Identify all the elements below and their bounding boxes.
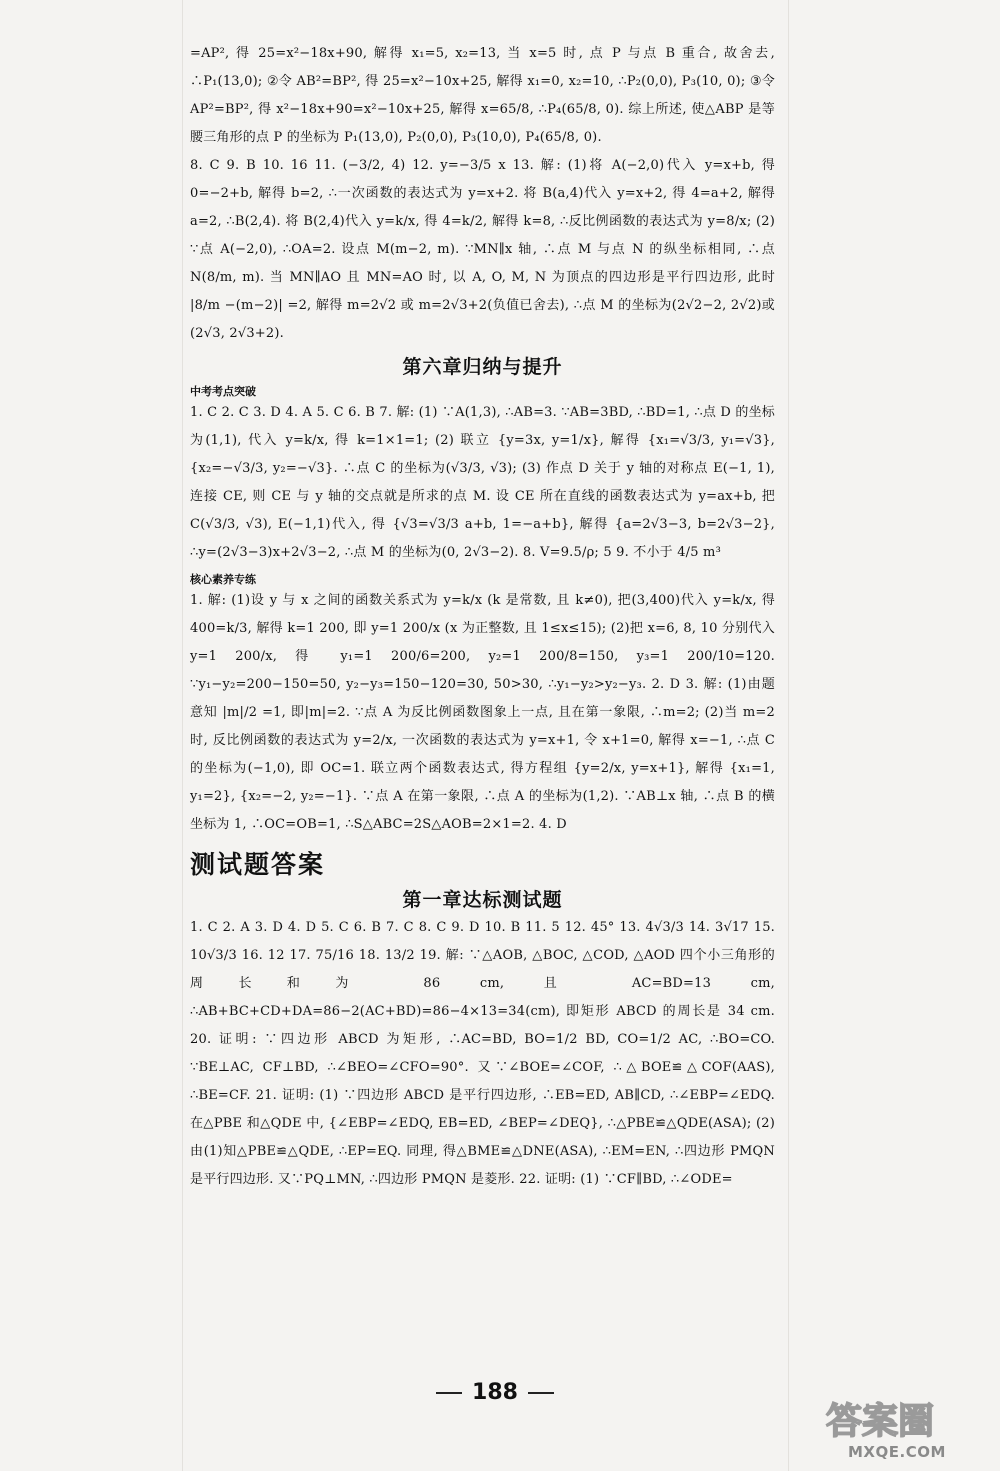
answer-paragraph: 1. 解: (1)设 y 与 x 之间的函数关系式为 y=k/x (k 是常数, 且 k≠0), 把(3,400)代入 y=k/x, 得 400=k/3, 解得 k=1 200, 即 y=1 200/x (x 为正整数, 且 1≤x≤15); (2)把 x=6, 8, 10 分别代入 y=1 200/x, 得 y₁=1 200/6=200, y₂=1 200/8=150, y₃=1 200/10=120. ∵y₁−y₂=200−150=50, y₂−y₃=150−120=30, 50>30, ∴y₁−y₂>y₂−y₃. 2. D 3. 解: (1)由题意知 |m|/2 =1, 即|m|=2. ∵点 A 为反比例函数图象上一点, 且在第一象限, ∴m=2; (2)当 m=2 时, 反比例函数的表达式为 y=2/x, 一次函数的表达式为 y=x+1, 令 x+1=0, 解得 x=−1, ∴点 C 的坐标为(−1,0), 即 OC=1. 联立两个函数表达式, 得方程组 {y=2/x, y=x+1}, 解得 {x₁=1, y₁=2}, {x₂=−2, y₂=−1}. ∵点 A 在第一象限, ∴点 A 的坐标为(1,2). ∵AB⊥x 轴, ∴点 B 的横坐标为 1, ∴OC=OB=1, ∴S△ABC=2S△AOB=2×1=2. 4. D <box>190 593 775 832</box>
test-answers-heading: 测试题答案 <box>190 850 326 879</box>
chapter-title: 第一章达标测试题 <box>402 889 563 911</box>
answer-paragraph: 1. C 2. A 3. D 4. D 5. C 6. B 7. C 8. C 9. D 10. B 11. 5 12. 45° 13. 4√3/3 14. 3√17 15. 10√3/3 16. 12 17. 75/16 18. 13/2 19. 解: ∵△AOB, △BOC, △COD, △AOD 四个小三角形的周长和为 86 cm, 且 AC=BD=13 cm, ∴AB+BC+CD+DA=86−2(AC+BD)=86−4×13=34(cm), 即矩形 ABCD 的周长是 34 cm. 20. 证明: ∵四边形 ABCD 为矩形, ∴AC=BD, BO=1/2 BD, CO=1/2 AC, ∴BO=CO. ∵BE⊥AC, CF⊥BD, ∴∠BEO=∠CFO=90°. 又∵∠BOE=∠COF, ∴△BOE≌△COF(AAS), ∴BE=CF. 21. 证明: (1) ∵四边形 ABCD 是平行四边形, ∴EB=ED, AB∥CD, ∴∠EBP=∠EDQ. 在△PBE 和△QDE 中, {∠EBP=∠EDQ, EB=ED, ∠BEP=∠DEQ}, ∴△PBE≌△QDE(ASA); (2)由(1)知△PBE≌△QDE, ∴EP=EQ. 同理, 得△BME≌△DNE(ASA), ∴EM=EN, ∴四边形 PMQN 是平行四边形. 又∵PQ⊥MN, ∴四边形 PMQN 是菱形. 22. 证明: (1) ∵CF∥BD, ∴∠ODE= <box>190 920 775 1187</box>
scan-edge-line <box>788 0 789 1471</box>
watermark-text: MXQE.COM <box>848 1443 946 1461</box>
answer-column <box>190 40 775 1194</box>
scan-edge-line <box>182 0 183 1471</box>
answer-paragraph: =AP², 得 25=x²−18x+90, 解得 x₁=5, x₂=13, 当 x=5 时, 点 P 与点 B 重合, 故舍去, ∴P₁(13,0); ②令 AB²=BP², 得 25=x²−10x+25, 解得 x₁=0, x₂=10, ∴P₂(0,0), P₃(10, 0); ③令 AP²=BP², 得 x²−18x+90=x²−10x+25, 解得 x=65/8, ∴P₄(65/8, 0). 综上所述, 使△ABP 是等腰三角形的点 P 的坐标为 P₁(13,0), P₂(0,0), P₃(10,0), P₄(65/8, 0). <box>190 46 775 145</box>
section-label: 核心素养专练 <box>190 573 256 586</box>
page-number <box>410 1380 580 1405</box>
answer-paragraph: 1. C 2. C 3. D 4. A 5. C 6. B 7. 解: (1) ∵A(1,3), ∴AB=3. ∵AB=3BD, ∴BD=1, ∴点 D 的坐标为(1,1), 代入 y=k/x, 得 k=1×1=1; (2) 联立 {y=3x, y=1/x}, 解得 {x₁=√3/3, y₁=√3}, {x₂=−√3/3, y₂=−√3}. ∴点 C 的坐标为(√3/3, √3); (3) 作点 D 关于 y 轴的对称点 E(−1, 1), 连接 CE, 则 CE 与 y 轴的交点就是所求的点 M. 设 CE 所在直线的函数表达式为 y=ax+b, 把 C(√3/3, √3), E(−1,1)代入, 得 {√3=√3/3 a+b, 1=−a+b}, 解得 {a=2√3−3, b=2√3−2}, ∴y=(2√3−3)x+2√3−2, ∴点 M 的坐标为(0, 2√3−2). 8. V=9.5/ρ; 5 9. 不小于 4/5 m³ <box>190 405 775 560</box>
section-label: 中考考点突破 <box>190 385 256 398</box>
watermark-logo-chars: 答案圈 <box>826 1401 935 1441</box>
page-number-value: 188 <box>472 1380 518 1405</box>
answer-paragraph: 8. C 9. B 10. 16 11. (−3/2, 4) 12. y=−3/5 x 13. 解: (1)将 A(−2,0)代入 y=x+b, 得 0=−2+b, 解得 b=2, ∴一次函数的表达式为 y=x+2. 将 B(a,4)代入 y=x+2, 得 4=a+2, 解得 a=2, ∴B(2,4). 将 B(2,4)代入 y=k/x, 得 4=k/2, 解得 k=8, ∴反比例函数的表达式为 y=8/x; (2) ∵点 A(−2,0), ∴OA=2. 设点 M(m−2, m). ∵MN∥x 轴, ∴点 M 与点 N 的纵坐标相同, ∴点 N(8/m, m). 当 MN∥AO 且 MN=AO 时, 以 A, O, M, N 为顶点的四边形是平行四边形, 此时 |8/m −(m−2)| =2, 解得 m=2√2 或 m=2√3+2(负值已舍去), ∴点 M 的坐标为(2√2−2, 2√2)或(2√3, 2√3+2). <box>190 158 775 341</box>
chapter-title: 第六章归纳与提升 <box>402 356 563 378</box>
watermark-logo-icon <box>820 1395 970 1441</box>
watermark-logo <box>820 1395 990 1465</box>
